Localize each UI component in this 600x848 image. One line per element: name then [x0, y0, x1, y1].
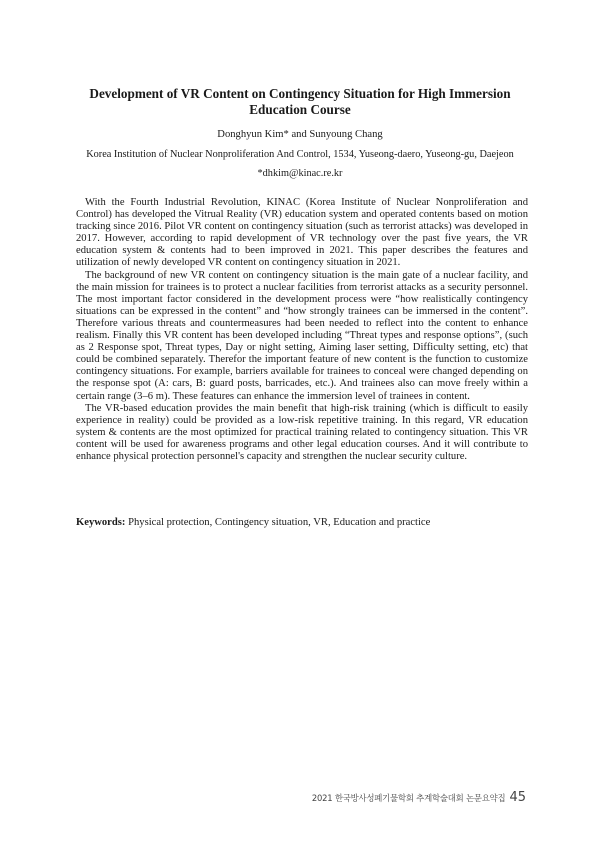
keywords-label: Keywords: [76, 517, 126, 528]
paper-title: Development of VR Content on Contingency Situation for High Immersion Education Course [89, 86, 511, 117]
conference-name: 2021 한국방사성폐기물학회 추계학술대회 논문요약집 [311, 793, 506, 803]
corresponding-email: *dhkim@kinac.re.kr [257, 168, 343, 179]
page-number: 45 [509, 790, 526, 805]
page-footer [312, 786, 526, 805]
keywords-list: Physical protection, Contingency situation, VR, Education and practice [125, 517, 431, 528]
abstract-paragraph-3: The VR-based education provides the main benefit that high-risk training (which is difficult to easily experience in reality) could be provided as a low-risk repetitive training. In this regard, VR education system & contents are the most optimized for practical training related to contingency situation. This VR content will be used for awareness programs and other legal education courses. And it will contribute to enhance physical protection personnel's capacity and strengthen the nuclear security culture. [76, 402, 528, 462]
keywords-line [76, 516, 528, 529]
abstract-paragraph-2: The background of new VR content on contingency situation is the main gate of a nuclear facility, and the main mission for trainees is to protect a nuclear facilities from terrorist attacks as a security personnel. The most important factor considered in the development process were “how realistically contingency situations can be expressed in the content” and “how strongly trainees can be immersed in the content”. Therefore various threats and countermeasures had been needed to reflect into the content to enhance realism. Finally this VR content has been developed including “Threat types and response options”, (such as 2 Response spot, Threat types, Day or night setting, Aiming laser setting, Difficulty setting, etc) that could be combined separately. Therefor the important feature of new content is the function to customize contingency situations. For example, barriers available for trainees to conceal were changed depending on the response spot (A: cars, B: guard posts, barricades, etc.). And trainees also can move freely within a certain range (3–6 m). These features can enhance the immersion level of trainees in content. [76, 269, 528, 402]
abstract-body [76, 197, 528, 463]
abstract-paragraph-1: With the Fourth Industrial Revolution, KINAC (Korea Institute of Nuclear Nonproliferation and Control) has developed the Vitrual Reality (VR) education system and operated contents based on motion tracking since 2016. Pilot VR content on contingency situation (such as terrorist attacks) was developed in 2017. However, according to rapid development of VR technology over the past five years, the VR education system & contents had to been improved in 2021. This paper describes the features and utilization of newly developed VR content on contingency situation in 2021. [76, 197, 528, 269]
paper-authors: Donghyun Kim* and Sunyoung Chang [217, 129, 383, 140]
paper-affiliation: Korea Institution of Nuclear Nonproliferation And Control, 1534, Yuseong-daero, Yuseong-gu, Daejeon [86, 149, 514, 160]
